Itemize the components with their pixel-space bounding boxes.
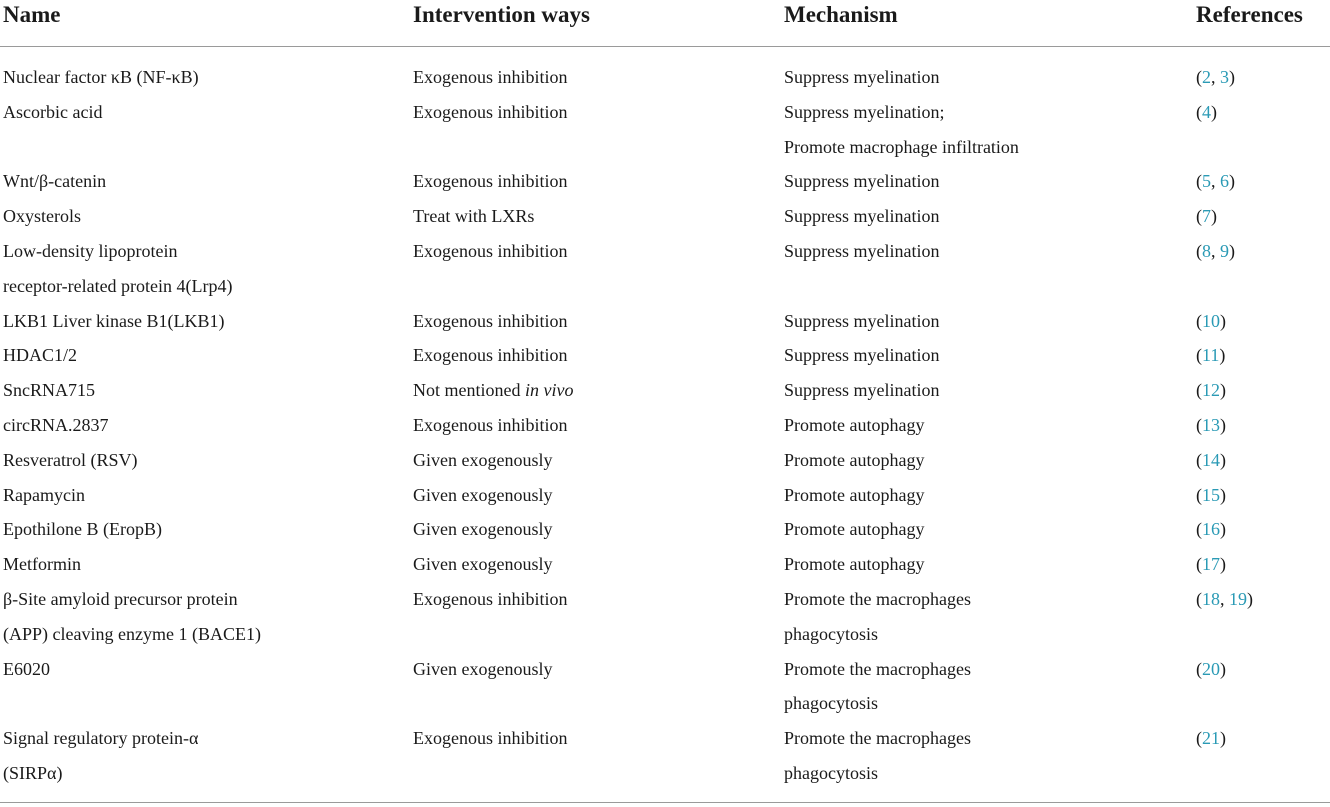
mechanism-line: Promote the macrophages: [784, 728, 971, 749]
name-cell: [3, 304, 224, 339]
name-cell: [3, 408, 108, 443]
intervention-text: Given exogenously: [413, 658, 553, 679]
intervention-text: Given exogenously: [413, 554, 553, 575]
references-cell: (7): [1196, 206, 1217, 227]
intervention-cell: [413, 304, 568, 339]
name-cell: [3, 234, 233, 304]
name-cell: [3, 338, 77, 373]
references-cell: (20): [1196, 658, 1226, 679]
mechanism-cell: [784, 338, 940, 373]
intervention-text: Exogenous inhibition: [413, 728, 568, 749]
references-cell: (5, 6): [1196, 171, 1235, 192]
reference-link[interactable]: 14: [1202, 449, 1220, 470]
name-line: LKB1 Liver kinase B1(LKB1): [3, 310, 225, 331]
intervention-text: Exogenous inhibition: [413, 241, 568, 261]
reference-link[interactable]: 6: [1220, 171, 1229, 192]
intervention-cell: [413, 478, 552, 513]
reference-link[interactable]: 16: [1202, 519, 1220, 540]
intervention-cell: [413, 164, 568, 199]
intervention-cell: [413, 582, 568, 617]
mechanism-cell: [784, 582, 971, 652]
mechanism-line: Promote the macrophages: [784, 658, 971, 679]
name-line: circRNA.2837: [3, 415, 109, 435]
intervention-cell: [413, 338, 568, 373]
references-cell: (12): [1196, 380, 1226, 401]
mechanism-line: phagocytosis: [784, 762, 878, 783]
name-line: Metformin: [3, 554, 81, 575]
mechanism-line: Promote macrophage infiltration: [784, 136, 1019, 157]
name-line: Nuclear factor κB (NF-κB): [3, 67, 199, 87]
mechanism-cell: [784, 478, 924, 513]
mechanism-cell: [784, 443, 924, 478]
name-line: Ascorbic acid: [3, 101, 103, 122]
mechanism-line: Suppress myelination: [784, 206, 940, 227]
references-cell: (14): [1196, 449, 1226, 470]
mechanism-cell: [784, 408, 924, 443]
mechanism-cell: [784, 547, 924, 582]
references-cell: (18, 19): [1196, 589, 1253, 609]
reference-link[interactable]: 15: [1202, 484, 1220, 505]
name-line: (SIRPα): [3, 762, 63, 783]
reference-link[interactable]: 9: [1220, 241, 1229, 261]
name-line: Resveratrol (RSV): [3, 449, 138, 470]
intervention-text: Treat with LXRs: [413, 206, 535, 227]
mechanism-cell: [784, 234, 940, 269]
mechanism-line: Suppress myelination: [784, 345, 940, 366]
references-cell: (21): [1196, 728, 1226, 749]
intervention-text: Exogenous inhibition: [413, 171, 568, 192]
intervention-text: Given exogenously: [413, 449, 553, 470]
references-cell: (8, 9): [1196, 241, 1235, 261]
name-line: Low-density lipoprotein: [3, 241, 178, 261]
mechanism-cell: [784, 512, 924, 547]
name-line: SncRNA715: [3, 380, 96, 401]
name-cell: [3, 95, 102, 130]
name-cell: [3, 164, 106, 199]
table-header: [0, 0, 1330, 47]
header-intervention: Intervention ways: [413, 2, 590, 27]
intervention-cell: [413, 199, 534, 234]
references-cell: (2, 3): [1196, 67, 1235, 87]
mechanism-line: Promote autophagy: [784, 415, 925, 435]
intervention-cell: [413, 512, 552, 547]
intervention-cell: [413, 95, 568, 130]
name-cell: [3, 443, 137, 478]
references-cell: (15): [1196, 484, 1226, 505]
mechanism-cell: [784, 373, 940, 408]
mechanism-line: Suppress myelination;: [784, 101, 945, 122]
intervention-text: Exogenous inhibition: [413, 589, 568, 609]
reference-link[interactable]: 18: [1202, 589, 1220, 609]
intervention-italic: in vivo: [524, 380, 574, 401]
name-line: receptor-related protein 4(Lrp4): [3, 275, 233, 296]
intervention-text: Given exogenously: [413, 519, 553, 540]
mechanism-line: phagocytosis: [784, 623, 878, 644]
name-cell: [3, 512, 162, 547]
reference-link[interactable]: 11: [1202, 345, 1220, 366]
intervention-text: Exogenous inhibition: [413, 310, 568, 331]
reference-link[interactable]: 8: [1202, 241, 1211, 261]
name-cell: [3, 721, 198, 791]
header-references: References: [1196, 2, 1303, 27]
name-cell: [3, 652, 50, 687]
intervention-text: Exogenous inhibition: [413, 345, 568, 366]
intervention-cell: [413, 443, 552, 478]
mechanism-cell: [784, 95, 1019, 165]
mechanism-line: Promote autophagy: [784, 519, 925, 540]
intervention-cell: [413, 373, 573, 408]
header-divider: [0, 46, 1330, 47]
reference-link[interactable]: 21: [1202, 728, 1220, 749]
references-cell: (10): [1196, 310, 1226, 331]
name-cell: [3, 373, 95, 408]
mechanism-cell: [784, 652, 971, 722]
name-cell: [3, 60, 199, 95]
name-cell: [3, 547, 81, 582]
reference-link[interactable]: 20: [1202, 658, 1220, 679]
references-cell: (4): [1196, 101, 1217, 122]
name-cell: [3, 199, 81, 234]
mechanism-line: Promote the macrophages: [784, 589, 971, 609]
mechanism-cell: [784, 199, 940, 234]
bottom-divider: [0, 802, 1330, 803]
mechanism-line: Promote autophagy: [784, 449, 925, 470]
reference-link[interactable]: 3: [1220, 67, 1229, 87]
mechanism-cell: [784, 164, 940, 199]
name-line: E6020: [3, 658, 50, 679]
mechanism-line: phagocytosis: [784, 693, 878, 714]
intervention-cell: [413, 721, 568, 756]
references-cell: (13): [1196, 415, 1226, 435]
intervention-text: Exogenous inhibition: [413, 67, 568, 87]
intervention-text: Exogenous inhibition: [413, 101, 568, 122]
header-name: Name: [3, 2, 61, 27]
intervention-cell: [413, 60, 568, 95]
reference-link[interactable]: 7: [1202, 206, 1211, 227]
mechanism-line: Suppress myelination: [784, 380, 940, 401]
intervention-text: Given exogenously: [413, 484, 553, 505]
references-cell: (17): [1196, 554, 1226, 575]
name-line: (APP) cleaving enzyme 1 (BACE1): [3, 623, 261, 644]
reference-link[interactable]: 13: [1202, 415, 1220, 435]
name-line: Epothilone B (EropB): [3, 519, 162, 540]
name-cell: [3, 478, 85, 513]
name-line: Oxysterols: [3, 206, 81, 227]
name-line: β-Site amyloid precursor protein: [3, 589, 238, 609]
reference-link[interactable]: 10: [1202, 310, 1220, 331]
intervention-cell: [413, 408, 568, 443]
mechanism-cell: [784, 60, 940, 95]
name-line: HDAC1/2: [3, 345, 78, 366]
reference-link[interactable]: 4: [1202, 101, 1211, 122]
intervention-text: Not mentioned: [413, 380, 525, 401]
intervention-cell: [413, 652, 552, 687]
reference-link[interactable]: 5: [1202, 171, 1211, 192]
name-cell: [3, 582, 261, 652]
name-line: Wnt/β-catenin: [3, 171, 107, 192]
mechanism-line: Suppress myelination: [784, 241, 940, 261]
intervention-text: Exogenous inhibition: [413, 415, 568, 435]
reference-link[interactable]: 19: [1229, 589, 1247, 609]
name-line: Rapamycin: [3, 484, 85, 505]
intervention-cell: [413, 547, 552, 582]
mechanism-line: Promote autophagy: [784, 484, 925, 505]
reference-link[interactable]: 2: [1202, 67, 1211, 87]
reference-link[interactable]: 12: [1202, 380, 1220, 401]
mechanism-line: Promote autophagy: [784, 554, 925, 575]
mechanism-line: Suppress myelination: [784, 310, 940, 331]
name-line: Signal regulatory protein-α: [3, 728, 199, 749]
references-cell: (11): [1196, 345, 1226, 366]
intervention-cell: [413, 234, 568, 269]
header-mechanism: Mechanism: [784, 2, 898, 27]
mechanism-cell: [784, 304, 940, 339]
mechanism-line: Suppress myelination: [784, 67, 940, 87]
references-cell: (16): [1196, 519, 1226, 540]
mechanism-line: Suppress myelination: [784, 171, 940, 192]
mechanism-cell: [784, 721, 971, 791]
reference-link[interactable]: 17: [1202, 554, 1220, 575]
